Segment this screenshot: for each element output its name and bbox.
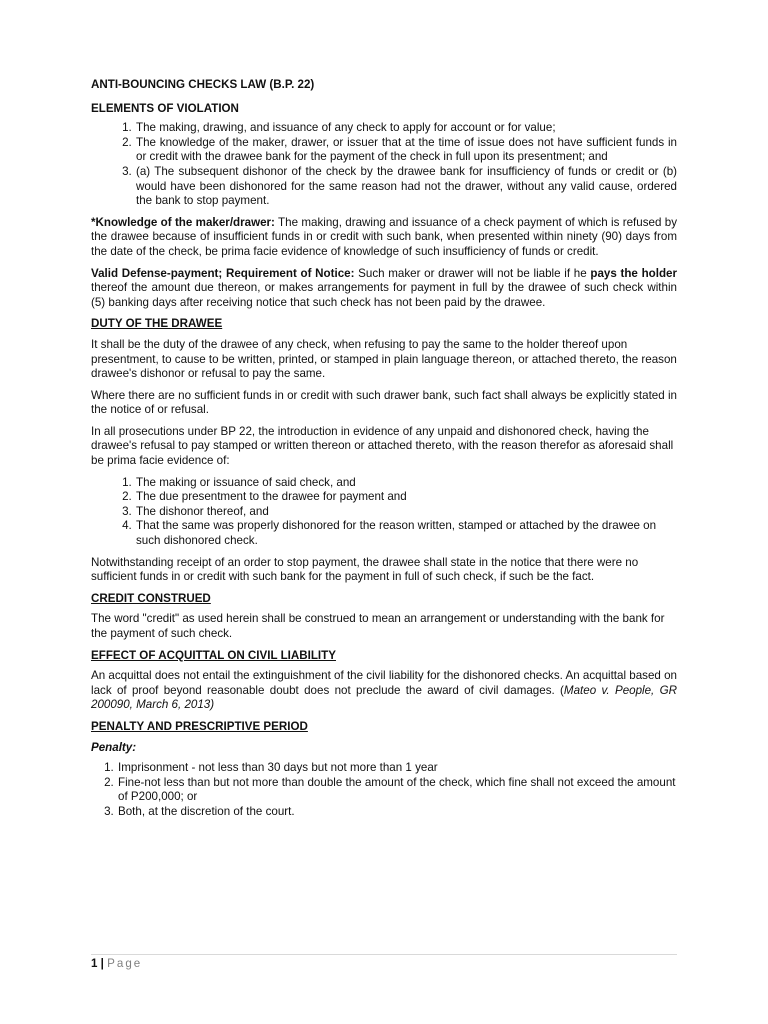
- knowledge-label: *Knowledge of the maker/drawer:: [91, 215, 275, 229]
- acquittal-citation: Mateo v. People, GR 200090, March 6, 2013): [91, 683, 677, 712]
- elements-heading: ELEMENTS OF VIOLATION: [91, 101, 239, 115]
- page-number: 1: [91, 957, 98, 970]
- document-title: ANTI-BOUNCING CHECKS LAW (B.P. 22): [91, 78, 315, 91]
- list-item: 3. The dishonor thereof, and: [135, 505, 677, 520]
- acquittal-text: An acquittal does not entail the extinguishment of the civil liability for the dishonored checks. An acquittal based on lack of proof beyond reasonable doubt does not preclude the award of civil damages. (: [91, 669, 677, 697]
- penalty-heading: PENALTY AND PRESCRIPTIVE PERIOD: [91, 719, 308, 733]
- list-item: 1. The making or issuance of said check, and: [135, 476, 677, 491]
- defense-paragraph: [91, 267, 677, 311]
- list-item: 3. (a) The subsequent dishonor of the check by the drawee bank for insufficiency of funds or credit or (b) would have been dishonored for the same reason had not the drawer, without any valid cause, ordered the bank to stop payment.: [135, 165, 677, 209]
- knowledge-text: The making, drawing and issuance of a check payment of which is refused by the drawee because of insufficient funds in or credit with such bank, when presented within ninety (90) days from the date of the check, be prima facie evidence of knowledge of such insufficiency of funds or credit.: [91, 215, 677, 258]
- list-item: 1. The making, drawing, and issuance of any check to apply for account or for value;: [135, 121, 677, 136]
- duty-paragraph-4: Notwithstanding receipt of an order to stop payment, the drawee shall state in the notice that there were no sufficient funds in or credit with such bank for the payment in full of such check, if such be the fact.: [91, 555, 639, 584]
- list-item: 1. Imprisonment - not less than 30 days but not more than 1 year: [117, 761, 677, 776]
- defense-label: Valid Defense-payment; Requirement of Notice:: [91, 266, 355, 280]
- page-footer: [91, 954, 677, 972]
- list-item: 2. The knowledge of the maker, drawer, or issuer that at the time of issue does not have sufficient funds in or credit with the drawee bank for the payment of the check in full upon its presentment; and: [135, 136, 677, 165]
- credit-heading: CREDIT CONSTRUED: [91, 591, 211, 605]
- list-item: 2. The due presentment to the drawee for payment and: [135, 490, 677, 505]
- knowledge-paragraph: [91, 216, 677, 260]
- penalty-label: Penalty:: [91, 740, 137, 754]
- evidence-list: [91, 476, 677, 549]
- duty-heading: DUTY OF THE DRAWEE: [91, 317, 223, 331]
- penalty-list: [91, 761, 677, 819]
- page-label: Page: [107, 957, 143, 970]
- duty-paragraph-1: It shall be the duty of the drawee of any check, when refusing to pay the same to the holder thereof upon presentment, to cause to be written, printed, or stamped in plain language thereon, or attached thereto, the reason drawee's dishonor or refusal to pay the same.: [91, 337, 677, 381]
- list-item: 3. Both, at the discretion of the court.: [117, 805, 677, 820]
- defense-bold-text: pays the holder: [590, 266, 677, 280]
- acquittal-paragraph: [91, 669, 677, 713]
- defense-text-2: thereof the amount due thereon, or makes arrangements for payment in full by the drawee of such check within (5) banking days after receiving notice that such check has not been paid by the drawee.: [91, 281, 677, 309]
- page-separator: |: [97, 957, 108, 970]
- elements-list: [91, 121, 677, 209]
- duty-paragraph-3: In all prosecutions under BP 22, the introduction in evidence of any unpaid and dishonored check, having the drawee's refusal to pay stamped or written thereon or attached thereto, with the reason therefor as aforesaid shall be prima facie evidence of:: [91, 424, 674, 468]
- duty-paragraph-2: Where there are no sufficient funds in or credit with such drawer bank, such fact shall always be explicitly stated in the notice of or refusal.: [91, 388, 677, 417]
- acquittal-heading: EFFECT OF ACQUITTAL ON CIVIL LIABILITY: [91, 648, 336, 662]
- list-item: 4. That the same was properly dishonored for the reason written, stamped or attached by the drawee on such dishonored check.: [135, 519, 677, 548]
- list-item: 2. Fine-not less than but not more than double the amount of the check, which fine shall not exceed the amount of P200,000; or: [117, 776, 677, 805]
- defense-text-1: Such maker or drawer will not be liable if he: [354, 266, 591, 280]
- credit-paragraph: The word "credit" as used herein shall be construed to mean an arrangement or understanding with the bank for the payment of such check.: [91, 612, 665, 640]
